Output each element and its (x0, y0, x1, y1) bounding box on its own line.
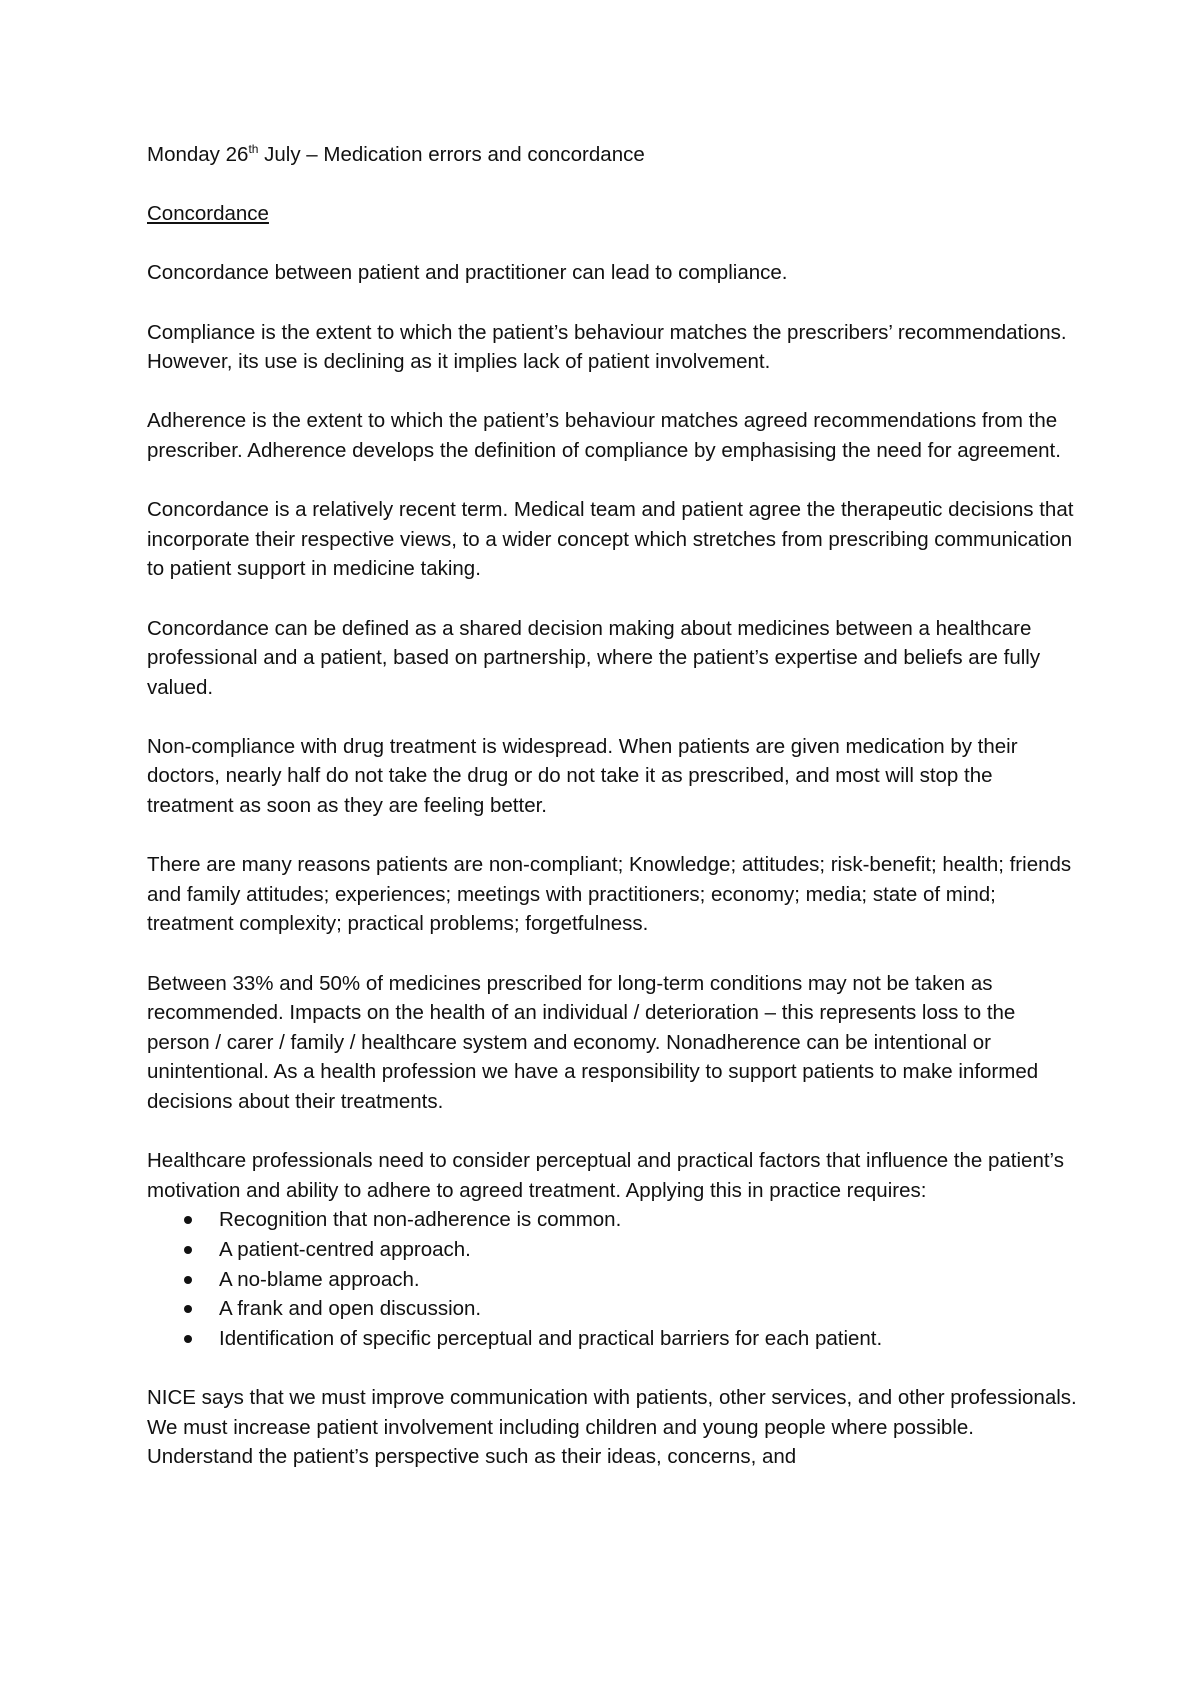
list-item-text: A no-blame approach. (219, 1267, 420, 1291)
paragraph-statistics: Between 33% and 50% of medicines prescribed for long-term conditions may not be taken as recommended. Impacts on the health of an individual / deterioration – this represents loss to the person / carer / family / healthcare system and economy. Nonadherence can be intentional or unintentional. As a health profession we have a responsibility to support patients to make informed decisions about their treatments. (147, 971, 1039, 1113)
list-item (147, 1265, 1077, 1295)
list-item-text: A patient-centred approach. (219, 1237, 471, 1261)
bullet-icon (184, 1246, 192, 1254)
list-item (147, 1324, 1077, 1354)
paragraph-non-compliance: Non-compliance with drug treatment is widespread. When patients are given medication by their doctors, nearly half do not take the drug or do not take it as prescribed, and most will stop the treatment as soon as they are feeling better. (147, 734, 1018, 818)
list-item-text: Identification of specific perceptual and practical barriers for each patient. (219, 1326, 883, 1350)
list-item (147, 1205, 1077, 1235)
paragraph-reasons: There are many reasons patients are non-compliant; Knowledge; attitudes; risk-benefit; health; friends and family attitudes; experiences; meetings with practitioners; economy; media; state of mind; treatment complexity; practical problems; forgetfulness. (147, 853, 1072, 936)
list-item (147, 1294, 1077, 1324)
section-heading-concordance: Concordance (147, 202, 269, 226)
paragraph-nice: NICE says that we must improve communication with patients, other services, and other professionals. We must increase patient involvement including children and young people where possible. Understand the patient’s perspective such as their ideas, concerns, and (147, 1385, 1077, 1469)
document-page (147, 140, 1077, 1501)
list-item-text: A frank and open discussion. (219, 1297, 482, 1321)
title-prefix: Monday 26 (147, 143, 249, 166)
document-title (147, 140, 1077, 170)
paragraph-concordance-definition: Concordance can be defined as a shared decision making about medicines between a healthcare professional and a patient, based on partnership, where the patient’s expertise and beliefs are fully valued. (147, 616, 1041, 699)
list-item (147, 1235, 1077, 1265)
bullet-icon (184, 1216, 192, 1224)
paragraph-concordance-intro: Concordance between patient and practitioner can lead to compliance. (147, 261, 788, 285)
paragraph-healthcare-professionals: Healthcare professionals need to consider perceptual and practical factors that influence the patient’s motivation and ability to adhere to agreed treatment. Applying this in practice requires: (147, 1149, 1064, 1202)
paragraph-concordance-term: Concordance is a relatively recent term. Medical team and patient agree the therapeutic decisions that incorporate their respective views, to a wider concept which stretches from prescribing communication to patient support in medicine taking. (147, 498, 1074, 581)
title-suffix: July – Medication errors and concordance (258, 143, 645, 166)
requirements-list (147, 1205, 1077, 1353)
bullet-icon (184, 1305, 192, 1313)
paragraph-adherence: Adherence is the extent to which the patient’s behaviour matches agreed recommendations from the prescriber. Adherence develops the definition of compliance by emphasising the need for agreement. (147, 409, 1061, 462)
bullet-icon (184, 1335, 192, 1343)
paragraph-compliance: Compliance is the extent to which the patient’s behaviour matches the prescribers’ recommendations. However, its use is declining as it implies lack of patient involvement. (147, 320, 1067, 374)
list-item-text: Recognition that non-adherence is common. (219, 1208, 622, 1232)
title-superscript: th (248, 142, 259, 156)
bullet-icon (184, 1276, 192, 1284)
